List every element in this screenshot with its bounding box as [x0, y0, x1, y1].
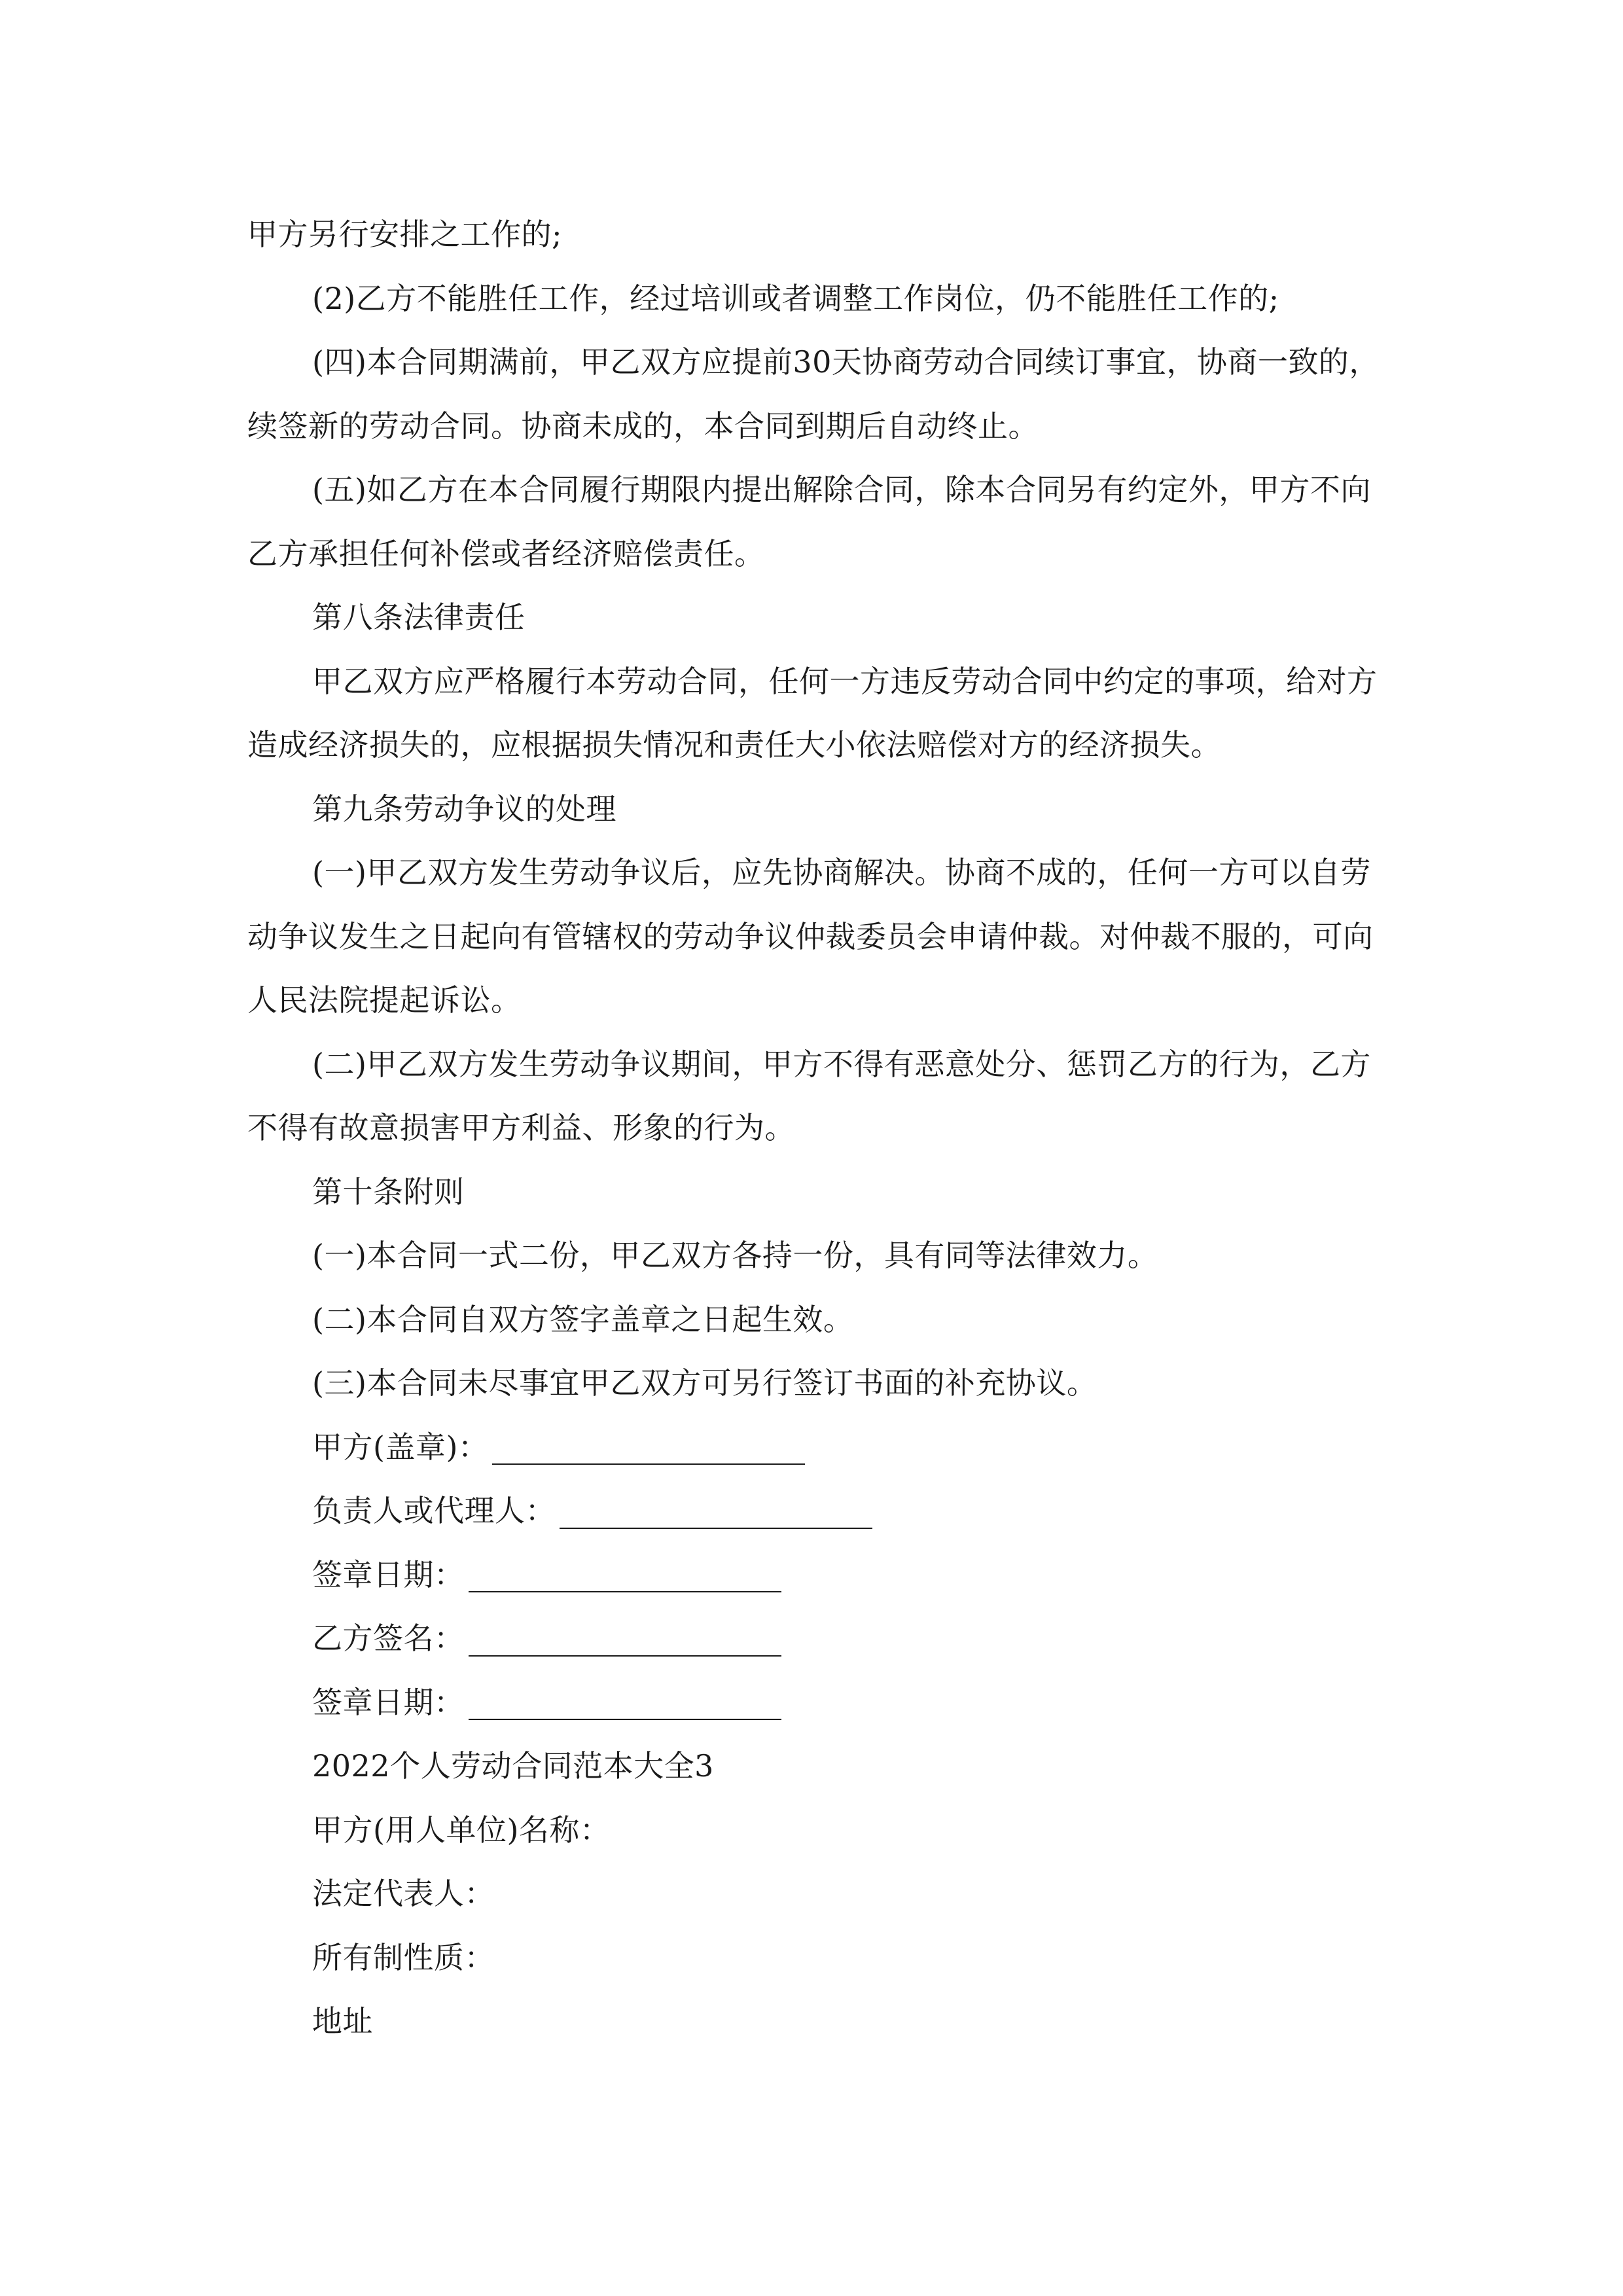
date-b-line — [469, 1719, 781, 1720]
paragraph-clause-5: (五)如乙方在本合同履行期限内提出解除合同，除本合同另有约定外，甲方不向乙方承担任何补偿或者经济赔偿责任。 — [247, 472, 1371, 571]
representative-label: 负责人或代理人： — [312, 1493, 556, 1528]
article-10-item-1: (一)本合同一式二份，甲乙双方各持一份，具有同等法律效力。 — [312, 1238, 1158, 1273]
article-9-item-2: (二)甲乙双方发生劳动争议期间，甲方不得有恶意处分、惩罚乙方的行为，乙方不得有故意损害甲方利益、形象的行为。 — [247, 1046, 1371, 1145]
employer-name-label: 甲方(用人单位)名称： — [312, 1812, 611, 1848]
article-8-body: 甲乙双方应严格履行本劳动合同，任何一方违反劳动合同中约定的事项，给对方造成经济损失的，应根据损失情况和责任大小依法赔偿对方的经济损失。 — [247, 663, 1378, 762]
date-b-row — [247, 1671, 1399, 1735]
party-b-sign-line — [469, 1655, 781, 1657]
date-a-line — [469, 1591, 781, 1592]
paragraph-continuation: 甲方另行安排之工作的; — [247, 217, 562, 252]
article-10-item-3: (三)本合同未尽事宜甲乙双方可另行签订书面的补充协议。 — [312, 1365, 1097, 1401]
representative-row — [247, 1479, 1399, 1543]
next-contract-title: 2022个人劳动合同范本大全3 — [312, 1748, 714, 1784]
article-9-title: 第九条劳动争议的处理 — [312, 791, 616, 827]
paragraph-clause-4: (四)本合同期满前，甲乙双方应提前30天协商劳动合同续订事宜，协商一致的，续签新的劳动合同。协商未成的，本合同到期后自动终止。 — [247, 344, 1380, 444]
document-body — [247, 203, 1399, 2054]
ownership-label: 所有制性质： — [312, 1939, 495, 1975]
article-8-title: 第八条法律责任 — [312, 600, 526, 635]
date-a-row — [247, 1543, 1399, 1607]
article-9-item-1: (一)甲乙双方发生劳动争议后，应先协商解决。协商不成的，任何一方可以自劳动争议发生之日起向有管辖权的劳动争议仲裁委员会申请仲裁。对仲裁不服的，可向人民法院提起诉讼。 — [247, 855, 1374, 1018]
date-a-label: 签章日期： — [312, 1556, 465, 1592]
date-b-label: 签章日期： — [312, 1684, 465, 1720]
party-a-seal-row — [247, 1416, 1399, 1480]
party-b-sign-row — [247, 1607, 1399, 1671]
article-10-item-2: (二)本合同自双方签字盖章之日起生效。 — [312, 1301, 854, 1337]
article-10-title: 第十条附则 — [312, 1174, 465, 1210]
address-label: 地址 — [312, 2003, 373, 2039]
representative-line — [560, 1528, 872, 1529]
party-b-sign-label: 乙方签名： — [312, 1621, 465, 1656]
paragraph-clause-2: (2)乙方不能胜任工作，经过培训或者调整工作岗位，仍不能胜任工作的; — [312, 280, 1279, 316]
party-a-seal-line — [492, 1463, 805, 1465]
party-a-seal-label: 甲方(盖章)： — [312, 1429, 489, 1465]
legal-rep-label: 法定代表人： — [312, 1876, 495, 1911]
